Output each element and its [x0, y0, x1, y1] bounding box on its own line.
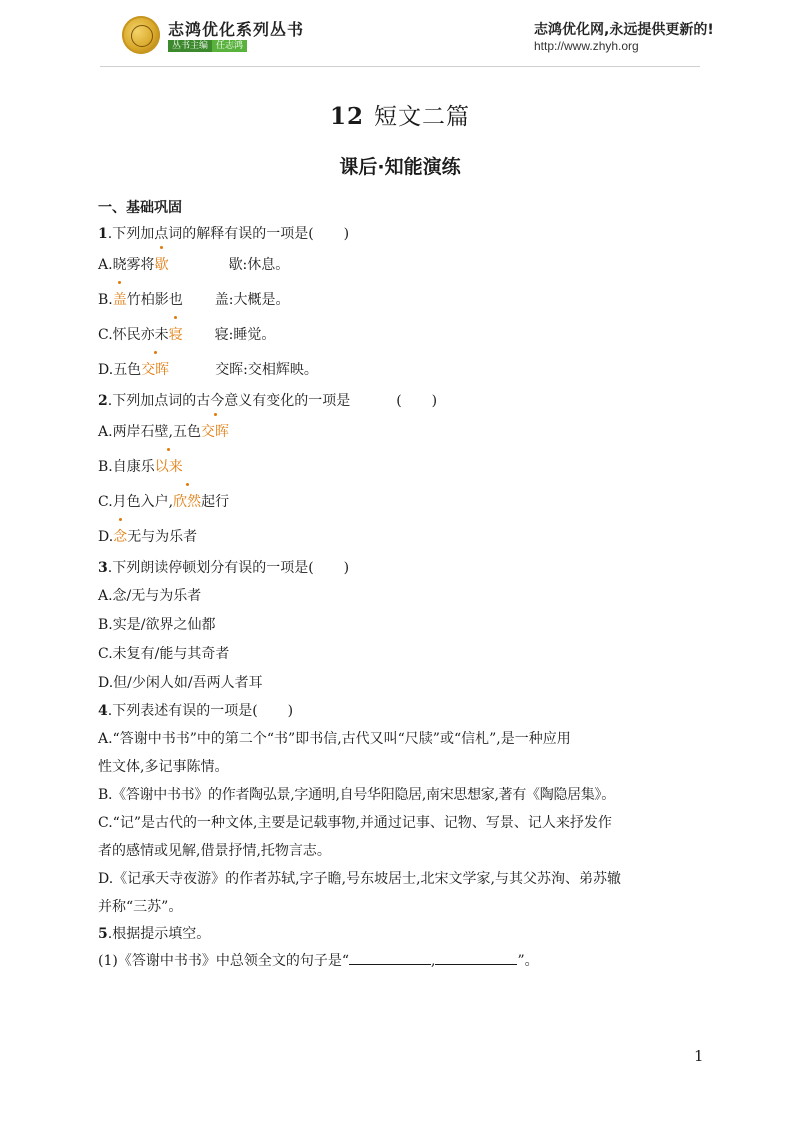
editor-name: 任志鸿	[212, 40, 247, 52]
option-text: 晓雾将	[112, 257, 155, 273]
q2-option-c	[98, 485, 718, 520]
question-number: 3	[98, 560, 108, 576]
option-letter: D.	[98, 529, 114, 545]
option-letter: C.	[98, 494, 113, 510]
paren-close: )	[343, 560, 350, 576]
paren-close: )	[343, 226, 350, 242]
q2-option-a	[98, 415, 718, 450]
header-divider	[100, 66, 700, 67]
header-url[interactable]: http://www.zhyh.org	[534, 39, 639, 53]
option-letter: A.	[98, 424, 113, 440]
dotted-word: 交晖	[201, 415, 229, 450]
subquestion-text: ”。	[517, 953, 539, 969]
option-letter: C.	[98, 327, 113, 343]
q4-options	[98, 725, 718, 921]
option-explanation: 寝:睡觉。	[214, 327, 276, 343]
question-number: 1	[98, 226, 108, 242]
q4-option-a-line1: A.“答谢中书书”中的第二个“书”即书信,古代又叫“尺牍”或“信札”,是一种应用	[98, 731, 571, 747]
q2-option-b	[98, 450, 718, 485]
section-heading: 一、基础巩固	[98, 200, 182, 216]
question-stem: .根据提示填空。	[107, 926, 211, 942]
q4-option-b: B.《答谢中书书》的作者陶弘景,字通明,自号华阳隐居,南宋思想家,著有《陶隐居集》。	[98, 787, 615, 803]
lesson-title	[0, 98, 800, 131]
q4-option-a-line2: 性文体,多记事陈情。	[98, 759, 229, 775]
header-slogan: 志鸿优化网,永远提供更新的!	[534, 22, 714, 38]
series-title: 志鸿优化系列丛书	[168, 20, 305, 39]
exercise-subtitle: 课后·知能演练	[339, 156, 461, 178]
dotted-word: 念	[113, 520, 127, 555]
option-explanation: 盖:大概是。	[214, 292, 290, 308]
dotted-word: 寝	[169, 318, 183, 353]
dotted-word: 歇	[155, 248, 169, 283]
question-number: 4	[98, 703, 108, 719]
lesson-name: 短文二篇	[374, 104, 470, 130]
question-1	[98, 221, 718, 248]
q3-option-b: B.实是/欲界之仙都	[98, 617, 216, 633]
subquestion-text: (1)《答谢中书书》中总领全文的句子是“	[98, 953, 349, 969]
option-letter: D.	[98, 362, 114, 378]
question-5	[98, 921, 718, 948]
editor-prefix: 丛书主编	[168, 40, 212, 52]
question-number: 2	[98, 393, 108, 409]
answer-blank-2[interactable]	[435, 950, 517, 965]
option-text: 无与为乐者	[127, 529, 198, 545]
option-letter: A.	[98, 257, 113, 273]
option-text: 月色入户,	[112, 494, 174, 510]
option-text: 五色	[113, 362, 142, 378]
editor-tag	[168, 40, 247, 52]
dotted-word: 以来	[155, 450, 183, 485]
q1-option-a	[98, 248, 718, 283]
q3-option-a: A.念/无与为乐者	[98, 588, 202, 604]
q3-option-c: C.未复有/能与其奇者	[98, 646, 230, 662]
page-header	[0, 0, 800, 66]
option-letter: B.	[98, 459, 113, 475]
blank-separator: ,	[431, 953, 436, 969]
q4-option-c-line2: 者的感情或见解,借景抒情,托物言志。	[98, 843, 331, 859]
q1-option-c	[98, 318, 718, 353]
dotted-word: 盖	[113, 283, 127, 318]
exercise-content	[98, 192, 718, 975]
option-text: 两岸石壁,五色	[112, 424, 202, 440]
question-3	[98, 555, 718, 582]
option-text: 起行	[201, 494, 230, 510]
question-stem: .下列加点词的解释有误的一项是(	[107, 226, 314, 242]
q1-option-d	[98, 353, 718, 388]
question-2	[98, 388, 718, 415]
q5-subquestion-1	[98, 948, 718, 975]
dotted-word: 欣然	[173, 485, 201, 520]
lesson-number: 12	[329, 103, 364, 130]
option-letter: B.	[98, 292, 113, 308]
question-stem: .下列加点词的古今意义有变化的一项是	[107, 393, 351, 409]
option-text: 竹柏影也	[126, 292, 183, 308]
paren-close: )	[431, 393, 438, 409]
question-number: 5	[98, 926, 108, 942]
q1-option-b	[98, 283, 718, 318]
q3-option-d: D.但/少闲人如/吾两人者耳	[98, 675, 263, 691]
option-text: 怀民亦未	[112, 327, 169, 343]
paren-close: )	[287, 703, 294, 719]
option-explanation: 交晖:交相辉映。	[215, 362, 318, 378]
q2-option-d	[98, 520, 718, 555]
answer-blank-1[interactable]	[349, 950, 431, 965]
q4-option-d-line2: 并称“三苏”。	[98, 899, 183, 915]
option-explanation: 歇:休息。	[228, 257, 290, 273]
question-4	[98, 698, 718, 725]
series-logo-icon	[122, 16, 160, 54]
dotted-word: 交晖	[141, 353, 169, 388]
option-text: 自康乐	[112, 459, 155, 475]
question-stem: .下列朗读停顿划分有误的一项是(	[107, 560, 314, 576]
page-number: 1	[694, 1047, 704, 1065]
question-stem: .下列表述有误的一项是(	[107, 703, 258, 719]
paren-open: (	[396, 393, 402, 409]
q4-option-c-line1: C.“记”是古代的一种文体,主要是记载事物,并通过记事、记物、写景、记人来抒发作	[98, 815, 612, 831]
q4-option-d-line1: D.《记承天寺夜游》的作者苏轼,字子瞻,号东坡居士,北宋文学家,与其父苏洵、弟苏辙	[98, 871, 621, 887]
